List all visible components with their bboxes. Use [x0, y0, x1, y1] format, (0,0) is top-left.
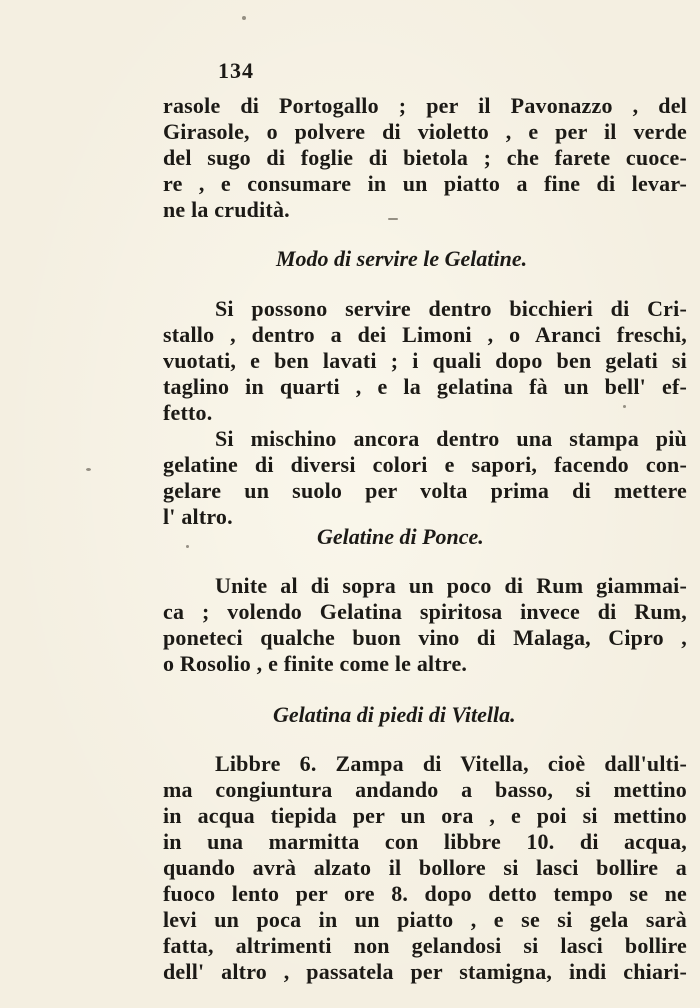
text-line: Si mischino ancora dentro una stampa più — [215, 426, 687, 451]
text-line: rasole di Portogallo ; per il Pavonazzo , del — [163, 93, 687, 118]
ink-speck — [623, 405, 626, 408]
text-line: o Rosolio , e finite come le altre. — [163, 651, 468, 676]
paragraph-ponce — [163, 573, 687, 677]
text-line: dell' altro , passatela per stamigna, indi chiari- — [163, 959, 687, 984]
text-line: levi un poca in un piatto , e se si gela sarà — [163, 907, 687, 932]
text-line: fatta, altrimenti non gelandosi si lasci bollire — [163, 933, 687, 958]
text-line: fuoco lento per ore 8. dopo detto tempo se ne — [163, 881, 687, 906]
text-line: gelare un suolo per volta prima di mettere — [163, 478, 687, 503]
section-heading: Modo di servire le Gelatine. — [276, 246, 528, 271]
text-line: Girasole, o polvere di violetto , e per il verde — [163, 119, 687, 144]
text-line: in una marmitta con libbre 10. di acqua, — [163, 829, 687, 854]
paragraph-serving — [163, 296, 687, 530]
paragraph-vitella — [163, 751, 687, 985]
text-line: poneteci qualche buon vino di Malaga, Cipro , — [163, 625, 687, 650]
text-line: ca ; volendo Gelatina spiritosa invece di Rum, — [163, 599, 687, 624]
text-line: Libbre 6. Zampa di Vitella, cioè dall'ulti- — [215, 751, 687, 776]
text-line: ne la crudità. — [163, 197, 290, 222]
ink-speck — [86, 468, 91, 471]
section-heading: Gelatine di Ponce. — [317, 524, 484, 549]
text-line: ma congiuntura andando a basso, si mettino — [163, 777, 687, 802]
text-line: Unite al di sopra un poco di Rum giammai- — [215, 573, 687, 598]
text-line: gelatine di diversi colori e sapori, facendo con- — [163, 452, 687, 477]
page-number: 134 — [218, 58, 254, 83]
text-line: l' altro. — [163, 504, 233, 529]
text-line: stallo , dentro a dei Limoni , o Aranci freschi, — [163, 322, 687, 347]
ink-speck — [186, 545, 189, 548]
ink-speck — [242, 16, 246, 20]
text-line: re , e consumare in un piatto a fine di levar- — [163, 171, 687, 196]
ink-speck — [388, 218, 398, 220]
paragraph-continuation — [163, 93, 687, 223]
text-line: fetto. — [163, 400, 213, 425]
text-line: in acqua tiepida per un ora , e poi si mettino — [163, 803, 687, 828]
text-line: Si possono servire dentro bicchieri di Cri- — [215, 296, 687, 321]
text-line: taglino in quarti , e la gelatina fà un bell' ef- — [163, 374, 687, 399]
text-line: vuotati, e ben lavati ; i quali dopo ben gelati si — [163, 348, 687, 373]
text-line: quando avrà alzato il bollore si lasci bollire a — [163, 855, 687, 880]
text-line: del sugo di foglie di bietola ; che farete cuoce- — [163, 145, 687, 170]
section-heading: Gelatina di piedi di Vitella. — [273, 702, 516, 727]
